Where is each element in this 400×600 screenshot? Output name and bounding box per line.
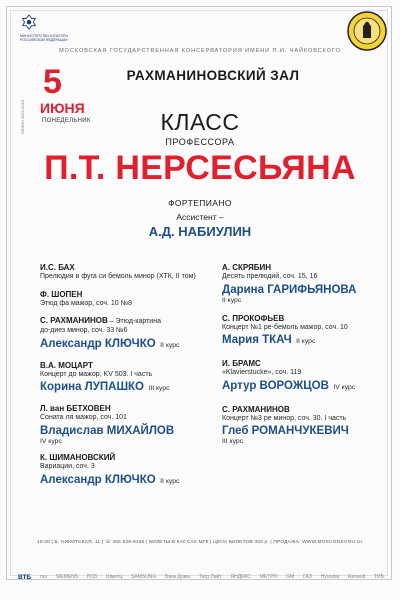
sponsor-logo: Тигр Лайт: [198, 574, 222, 580]
course-label: III курс: [148, 385, 170, 393]
sponsor-logo: ЯНДЕКС: [230, 574, 251, 580]
composer-name: И. БРАМС: [222, 359, 261, 369]
hall-name: РАХМАНИНОВСКИЙ ЗАЛ: [126, 68, 300, 83]
sponsor-logo: МЕТРО: [259, 574, 278, 580]
sponsor-logo: SAMSUNG: [131, 574, 157, 580]
program-item: [40, 361, 210, 397]
course-label: II курс: [160, 341, 180, 349]
course-label: IV курс: [333, 383, 356, 391]
course-label: IV курс: [40, 437, 62, 445]
sponsor-logo: Renault: [347, 574, 366, 580]
program-right-column: [222, 263, 387, 453]
work-title: Вариации, соч. 3: [40, 462, 95, 470]
composer-name: И.С. БАХ: [40, 263, 75, 272]
work-title: Концерт до мажор, KV 503. I часть: [40, 370, 153, 378]
ministry-emblem-icon: [20, 14, 38, 32]
composer-line: [40, 316, 210, 327]
event-day: 5: [43, 63, 62, 101]
performer-line: [40, 336, 210, 353]
sponsor-logo: Банк Дома: [165, 574, 190, 580]
ticket-info: 19:00 | Б. НИКИТСКАЯ, 11 | ☏ 495 629-9160 | БИЛЕТЫ В КАССАХ МГК | ЦЕНА БИЛЕТОВ 300 р. | ПРОДАЖА: WWW.MOSCONSV.RU 6+: [37, 540, 363, 545]
sponsor-logo: GM: [286, 574, 295, 580]
work-title: Концерт №1 ре-бемоль мажор, соч. 10: [222, 323, 348, 331]
program-item: [222, 314, 387, 350]
instrument-label: ФОРТЕПИАНО: [168, 198, 232, 208]
composer-name: А. СКРЯБИН: [222, 263, 272, 272]
work-title: Концерт №3 ре минор, соч. 30. I часть: [222, 414, 347, 422]
sponsor-logo: Hyundai: [320, 574, 340, 580]
program-item: [222, 263, 387, 304]
performer-line: [40, 379, 210, 396]
performer-line: [222, 378, 387, 395]
composer-name: В.А. МОЦАРТ: [40, 360, 93, 370]
performer-name: Владислав МИХАЙЛОВ: [40, 424, 175, 437]
assistant-name: А.Д. НАБИУЛИН: [148, 224, 252, 239]
program-left-column: [40, 263, 210, 497]
program-item: [222, 405, 387, 446]
program-item: [40, 316, 210, 353]
work-title: Десять прелюдий, соч. 15, 16: [222, 273, 318, 280]
performer-line: [40, 472, 210, 489]
course-label: III курс: [222, 438, 244, 446]
composer-name: С. ПРОКОФЬЕВ: [222, 313, 285, 323]
course-label: II курс: [222, 296, 242, 304]
work-title: Этюд фа мажор, соч. 10 №8: [40, 299, 133, 307]
program-item: [40, 404, 210, 445]
sponsor-logo: ГАЗ: [303, 574, 312, 580]
performer-name: Глеб РОМАНЧУКЕВИЧ: [222, 425, 349, 438]
season-label: СЕЗОН 2022-2023: [20, 99, 25, 134]
performer-line: [40, 423, 210, 438]
performer-name: Мария ТКАЧ: [222, 334, 292, 347]
ministry-caption: МИНИСТЕРСТВО КУЛЬТУРЫ РОССИЙСКОЙ ФЕДЕРАЦИИ: [20, 34, 69, 42]
composer-name: К. ШИМАНОВСКИЙ: [40, 452, 116, 462]
program-item: [222, 359, 387, 395]
teacher-name: П.Т. НЕРСЕСЬЯНА: [44, 149, 356, 187]
conservatory-seal-icon: [346, 10, 388, 52]
performer-name: Корина ЛУПАШКО: [40, 381, 144, 394]
class-heading: КЛАСС: [160, 109, 240, 135]
work-title: до-диез минор, соч. 33 №6: [40, 327, 128, 335]
sponsor-logo: ТИБ: [373, 574, 384, 580]
sponsor-logo: Шмитц: [106, 574, 123, 580]
performer-name: Александр КЛЮЧКО: [40, 337, 156, 350]
sponsor-logo: газ: [39, 574, 47, 580]
work-title-inline: – Этюд-картина: [107, 318, 161, 326]
sponsor-logo: ПСБ: [86, 574, 98, 580]
program-item: [40, 263, 210, 282]
sponsor-logo: ВТБ: [18, 573, 32, 581]
event-weekday: ПОНЕДЕЛЬНИК: [42, 118, 91, 124]
performer-line: [222, 423, 387, 438]
program-item: [40, 290, 210, 309]
work-title: Прелюдия и фуга си бемоль минор (ХТК, II том): [40, 273, 196, 280]
assistant-label: Ассистент –: [176, 212, 224, 222]
performer-line: [222, 332, 387, 349]
work-title: «Klavierstucke», соч. 119: [222, 369, 302, 377]
sponsor-bar: [18, 568, 384, 586]
work-title: Соната ля мажор, соч. 101: [40, 414, 127, 422]
composer-name: Ф. ШОПЕН: [40, 289, 83, 299]
course-label: II курс: [160, 477, 180, 485]
professor-label: ПРОФЕССОРА: [165, 137, 235, 147]
performer-name: Дарина ГАРИФЬЯНОВА: [222, 283, 357, 296]
composer-name: Л. ван БЕТХОВЕН: [40, 404, 111, 414]
conservatory-name: МОСКОВСКАЯ ГОСУДАРСТВЕННАЯ КОНСЕРВАТОРИЯ ИМЕНИ П.И. ЧАЙКОВСКОГО: [59, 48, 341, 54]
composer-name: С. РАХМАНИНОВ: [40, 316, 108, 326]
composer-name: С. РАХМАНИНОВ: [222, 404, 290, 414]
performer-line: [222, 282, 387, 297]
performer-name: Александр КЛЮЧКО: [40, 473, 156, 486]
event-month: ИЮНЯ: [40, 100, 85, 116]
sponsor-logo: SIEMENS: [55, 574, 79, 580]
program-item: [40, 453, 210, 489]
performer-name: Артур ВОРОЖЦОВ: [222, 379, 329, 392]
course-label: II курс: [296, 338, 316, 346]
